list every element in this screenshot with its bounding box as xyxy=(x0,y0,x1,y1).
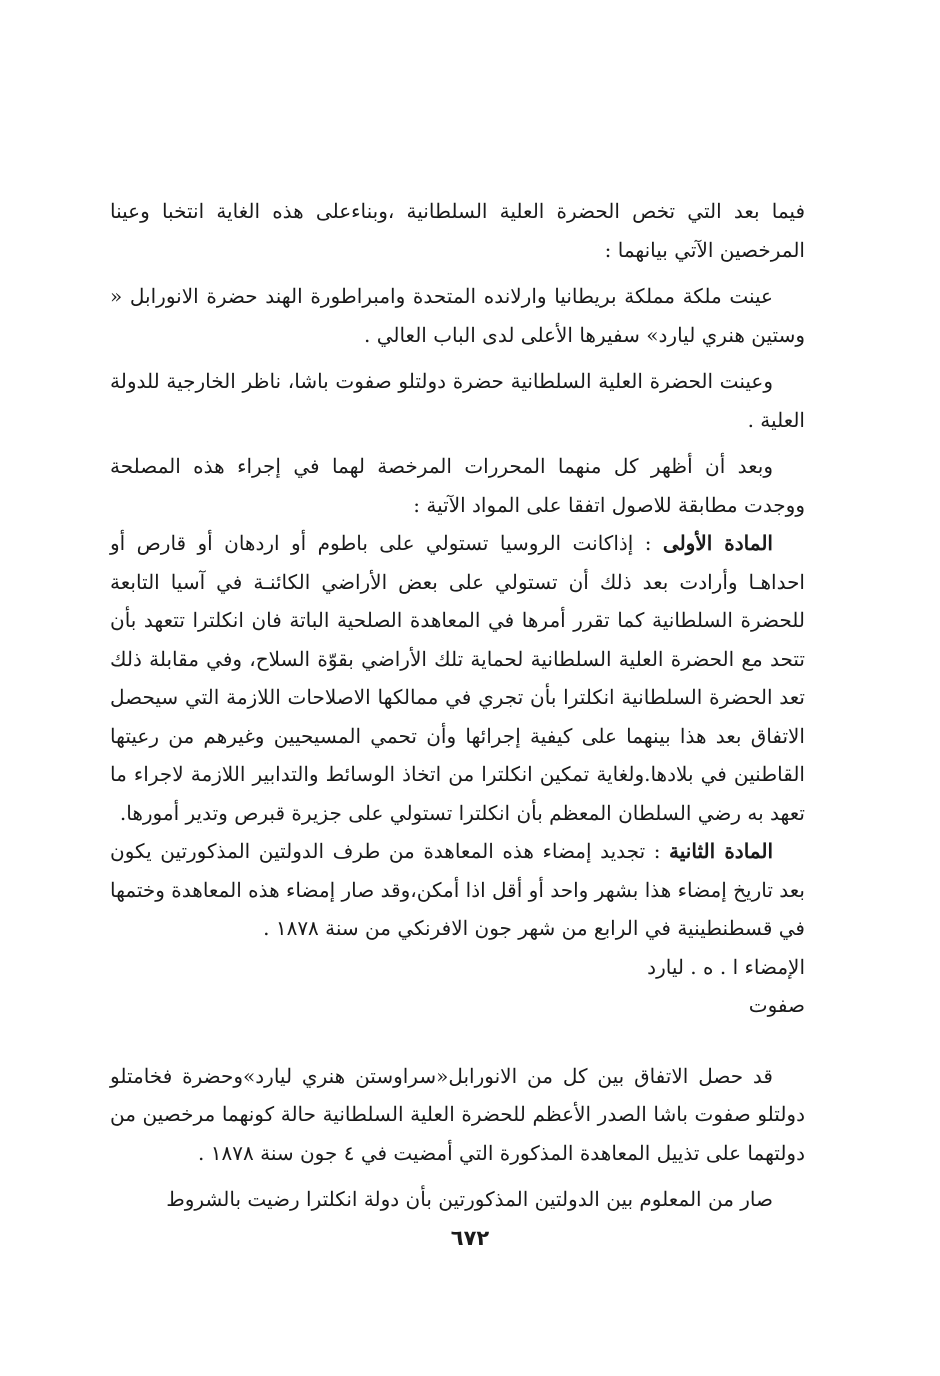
article-1 xyxy=(110,524,805,832)
article-1-title: المادة الأولى xyxy=(662,531,773,555)
article-2-text: : تجديد إمضاء هذه المعاهدة من طرف الدولتين المذكورتين يكون بعد تاريخ إمضاء هذا بشهر واحد أو أقل اذا أمكن،وقد صار إمضاء هذه المعاهدة وختمها في قسطنطينية في الرابع من شهر جون الافرنكي من سنة ١٨٧٨ . xyxy=(110,839,805,940)
article-2-title: المادة الثانية xyxy=(669,839,774,863)
page-number: ٦٧٢ xyxy=(450,1226,490,1250)
article-2 xyxy=(110,832,805,948)
paragraph-credentials: وبعد أن أظهر كل منهما المحررات المرخصة لهما في إجراء هذه المصلحة ووجدت مطابقة للاصول اتفقا على المواد الآتية : xyxy=(110,454,805,517)
paragraph-ottoman-envoy: وعينت الحضرة العلية السلطانية حضرة دولتلو صفوت باشا، ناظر الخارجية للدولة العلية . xyxy=(110,369,805,432)
signature-line-2: صفوت xyxy=(748,993,805,1017)
paragraph-intro: فيما بعد التي تخص الحضرة العلية السلطانية ،وبناءعلى هذه الغاية انتخبا وعينا المرخصين الآتي بيانهما : xyxy=(110,199,805,262)
body-text xyxy=(110,192,805,1219)
paragraph-supplement: قد حصل الاتفاق بين كل من الانورابل«سراوستن هنري ليارد»وحضرة فخامتلو دولتلو صفوت باشا الصدر الأعظم للحضرة العلية السلطانية حالة كونهما مرخصين من دولتهما على تذييل المعاهدة المذكورة التي أمضيت في ٤ جون سنة ١٨٧٨ . xyxy=(110,1063,805,1165)
article-1-text: : إذاكانت الروسيا تستولي على باطوم أو اردهان أو قارص أو احداهـا وأرادت بعد ذلك أن تستولي على بعض الأراضي الكائنـة في آسيا التابعة للحضرة السلطانية كما تقرر أمرها في المعاهدة الصلحية الباتة فان انكلترا تتعهد بأن تتحد مع الحضرة العلية السلطانية لحماية تلك الأراضي بقوّة السلاح، وفي مقابلة ذلك تعد الحضرة السلطانية انكلترا بأن تجري في ممالكها الاصلاحات اللازمة التي سيحصل الاتفاق بعد هذا بينهما على كيفية إجرائها وأن تحمي المسيحيين وغيرهم من رعيتها القاطنين في بلادها.ولغاية تمكين انكلترا من اتخاذ الوسائط والتدابير اللازمة لاجراء ما تعهد به رضي السلطان المعظم بأن انكلترا تستولي على جزيرة قبرص وتدير أمورها. xyxy=(110,531,805,825)
paragraph-british-envoy: عينت ملكة مملكة بريطانيا وارلانده المتحدة وامبراطورة الهند حضرة الانورابل « وستين هنري ليارد» سفيرها الأعلى لدى الباب العالي . xyxy=(110,284,805,347)
paragraph-continuation: صار من المعلوم بين الدولتين المذكورتين بأن دولة انكلترا رضيت بالشروط xyxy=(166,1187,773,1211)
signature-line-1: الإمضاء ا . ه . ليارد xyxy=(647,954,805,979)
